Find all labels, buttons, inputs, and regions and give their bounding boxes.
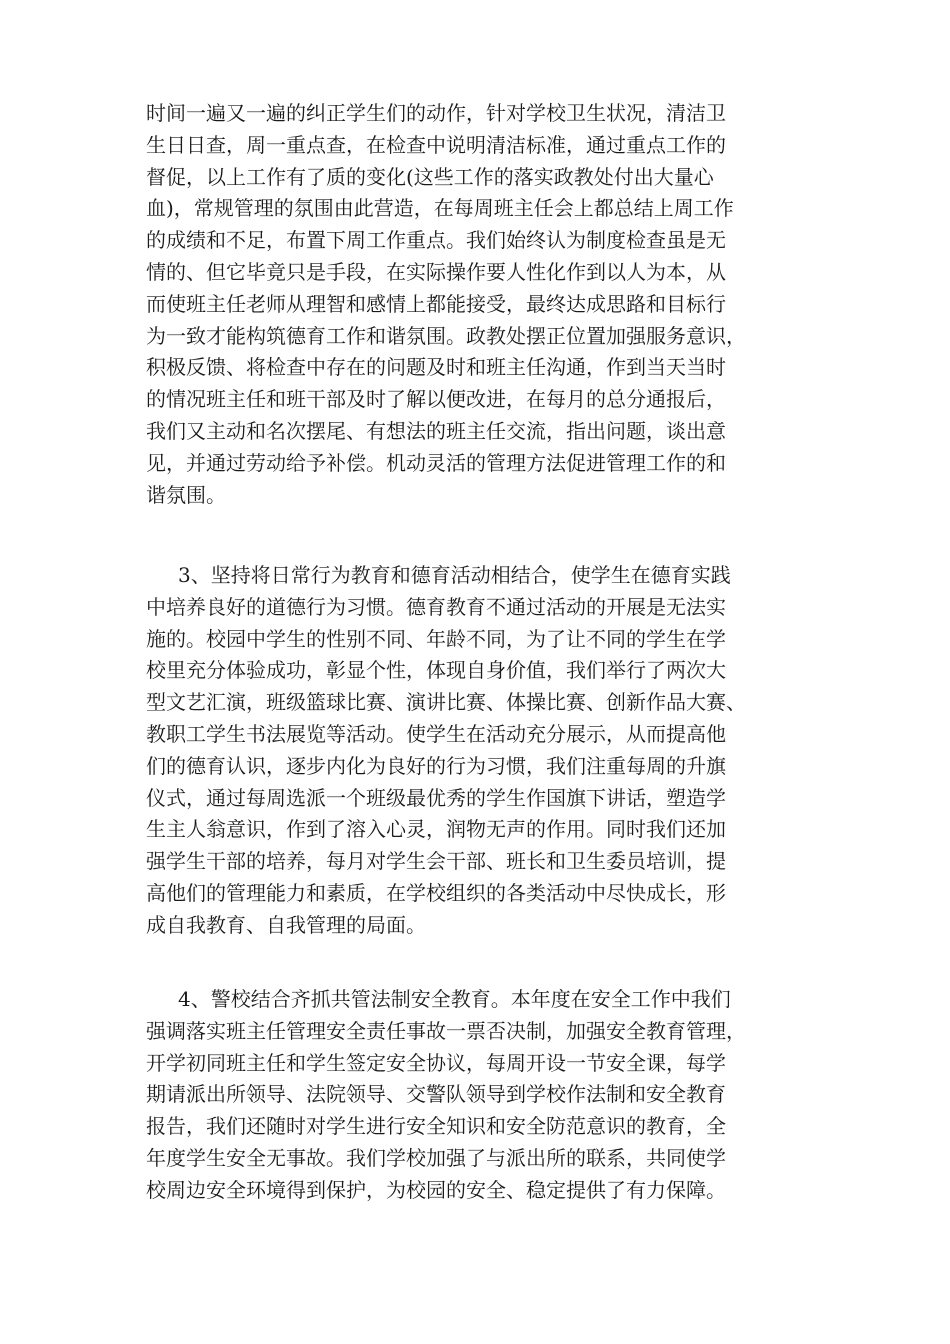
text-line: 报告，我们还随时对学生进行安全知识和安全防范意识的教育，全 [146, 1114, 726, 1139]
text-line: 型文艺汇演，班级篮球比赛、演讲比赛、体操比赛、创新作品大赛、 [146, 690, 746, 715]
text-line: 时间一遍又一遍的纠正学生们的动作，针对学校卫生状况，清洁卫 [146, 101, 726, 125]
text-line: 教职工学生书法展览等活动。使学生在活动充分展示，从而提高他 [146, 721, 726, 746]
text-line: 期请派出所领导、法院领导、交警队领导到学校作法制和安全教育 [146, 1082, 726, 1107]
text-line: 的成绩和不足，布置下周工作重点。我们始终认为制度检查虽是无 [146, 228, 726, 253]
paragraph-2 [146, 560, 746, 942]
text-line: 强调落实班主任管理安全责任事故一票否决制，加强安全教育管理， [146, 1018, 746, 1043]
text-line: 积极反馈、将检查中存在的问题及时和班主任沟通，作到当天当时 [146, 355, 726, 380]
text-line: 成自我教育、自我管理的局面。 [146, 912, 426, 937]
text-line: 强学生干部的培养，每月对学生会干部、班长和卫生委员培训，提 [146, 849, 726, 874]
text-line: 生主人翁意识，作到了溶入心灵，润物无声的作用。同时我们还加 [146, 817, 726, 842]
text-line: 校里充分体验成功，彰显个性，体现自身价值，我们举行了两次大 [146, 658, 726, 683]
text-line: 的情况班主任和班干部及时了解以便改进，在每月的总分通报后， [146, 387, 726, 412]
text-line: 而使班主任老师从理智和感情上都能接受，最终达成思路和目标行 [146, 291, 726, 316]
text-line: 年度学生安全无事故。我们学校加强了与派出所的联系，共同使学 [146, 1145, 726, 1170]
text-line: 4、警校结合齐抓共管法制安全教育。本年度在安全工作中我们 [178, 987, 731, 1011]
text-line: 我们又主动和名次摆尾、有想法的班主任交流，指出问题，谈出意 [146, 418, 726, 443]
text-line: 血)，常规管理的氛围由此营造，在每周班主任会上都总结上周工作 [146, 196, 734, 221]
text-line: 校周边安全环境得到保护，为校园的安全、稳定提供了有力保障。 [146, 1177, 726, 1202]
text-line: 高他们的管理能力和素质，在学校组织的各类活动中尽快成长，形 [146, 880, 726, 905]
text-line: 见，并通过劳动给予补偿。机动灵活的管理方法促进管理工作的和 [146, 450, 726, 475]
text-line: 督促，以上工作有了质的变化(这些工作的落实政教处付出大量心 [146, 164, 714, 189]
text-line: 仪式，通过每周选派一个班级最优秀的学生作国旗下讲话，塑造学 [146, 785, 726, 810]
text-line: 生日日查，周一重点查，在检查中说明清洁标准，通过重点工作的 [146, 132, 726, 157]
paragraph-1 [146, 98, 746, 511]
text-line: 们的德育认识，逐步内化为良好的行为习惯，我们注重每周的升旗 [146, 753, 726, 778]
text-line: 中培养良好的道德行为习惯。德育教育不通过活动的开展是无法实 [146, 594, 726, 619]
text-line: 谐氛围。 [146, 482, 226, 507]
paragraph-3 [146, 984, 746, 1207]
text-line: 3、坚持将日常行为教育和德育活动相结合，使学生在德育实践 [178, 563, 731, 587]
text-line: 施的。校园中学生的性别不同、年龄不同，为了让不同的学生在学 [146, 626, 726, 651]
text-line: 开学初同班主任和学生签定安全协议，每周开设一节安全课，每学 [146, 1050, 726, 1075]
text-line: 情的、但它毕竟只是手段，在实际操作要人性化作到以人为本，从 [146, 259, 726, 284]
text-line: 为一致才能构筑德育工作和谐氛围。政教处摆正位置加强服务意识， [146, 323, 746, 348]
